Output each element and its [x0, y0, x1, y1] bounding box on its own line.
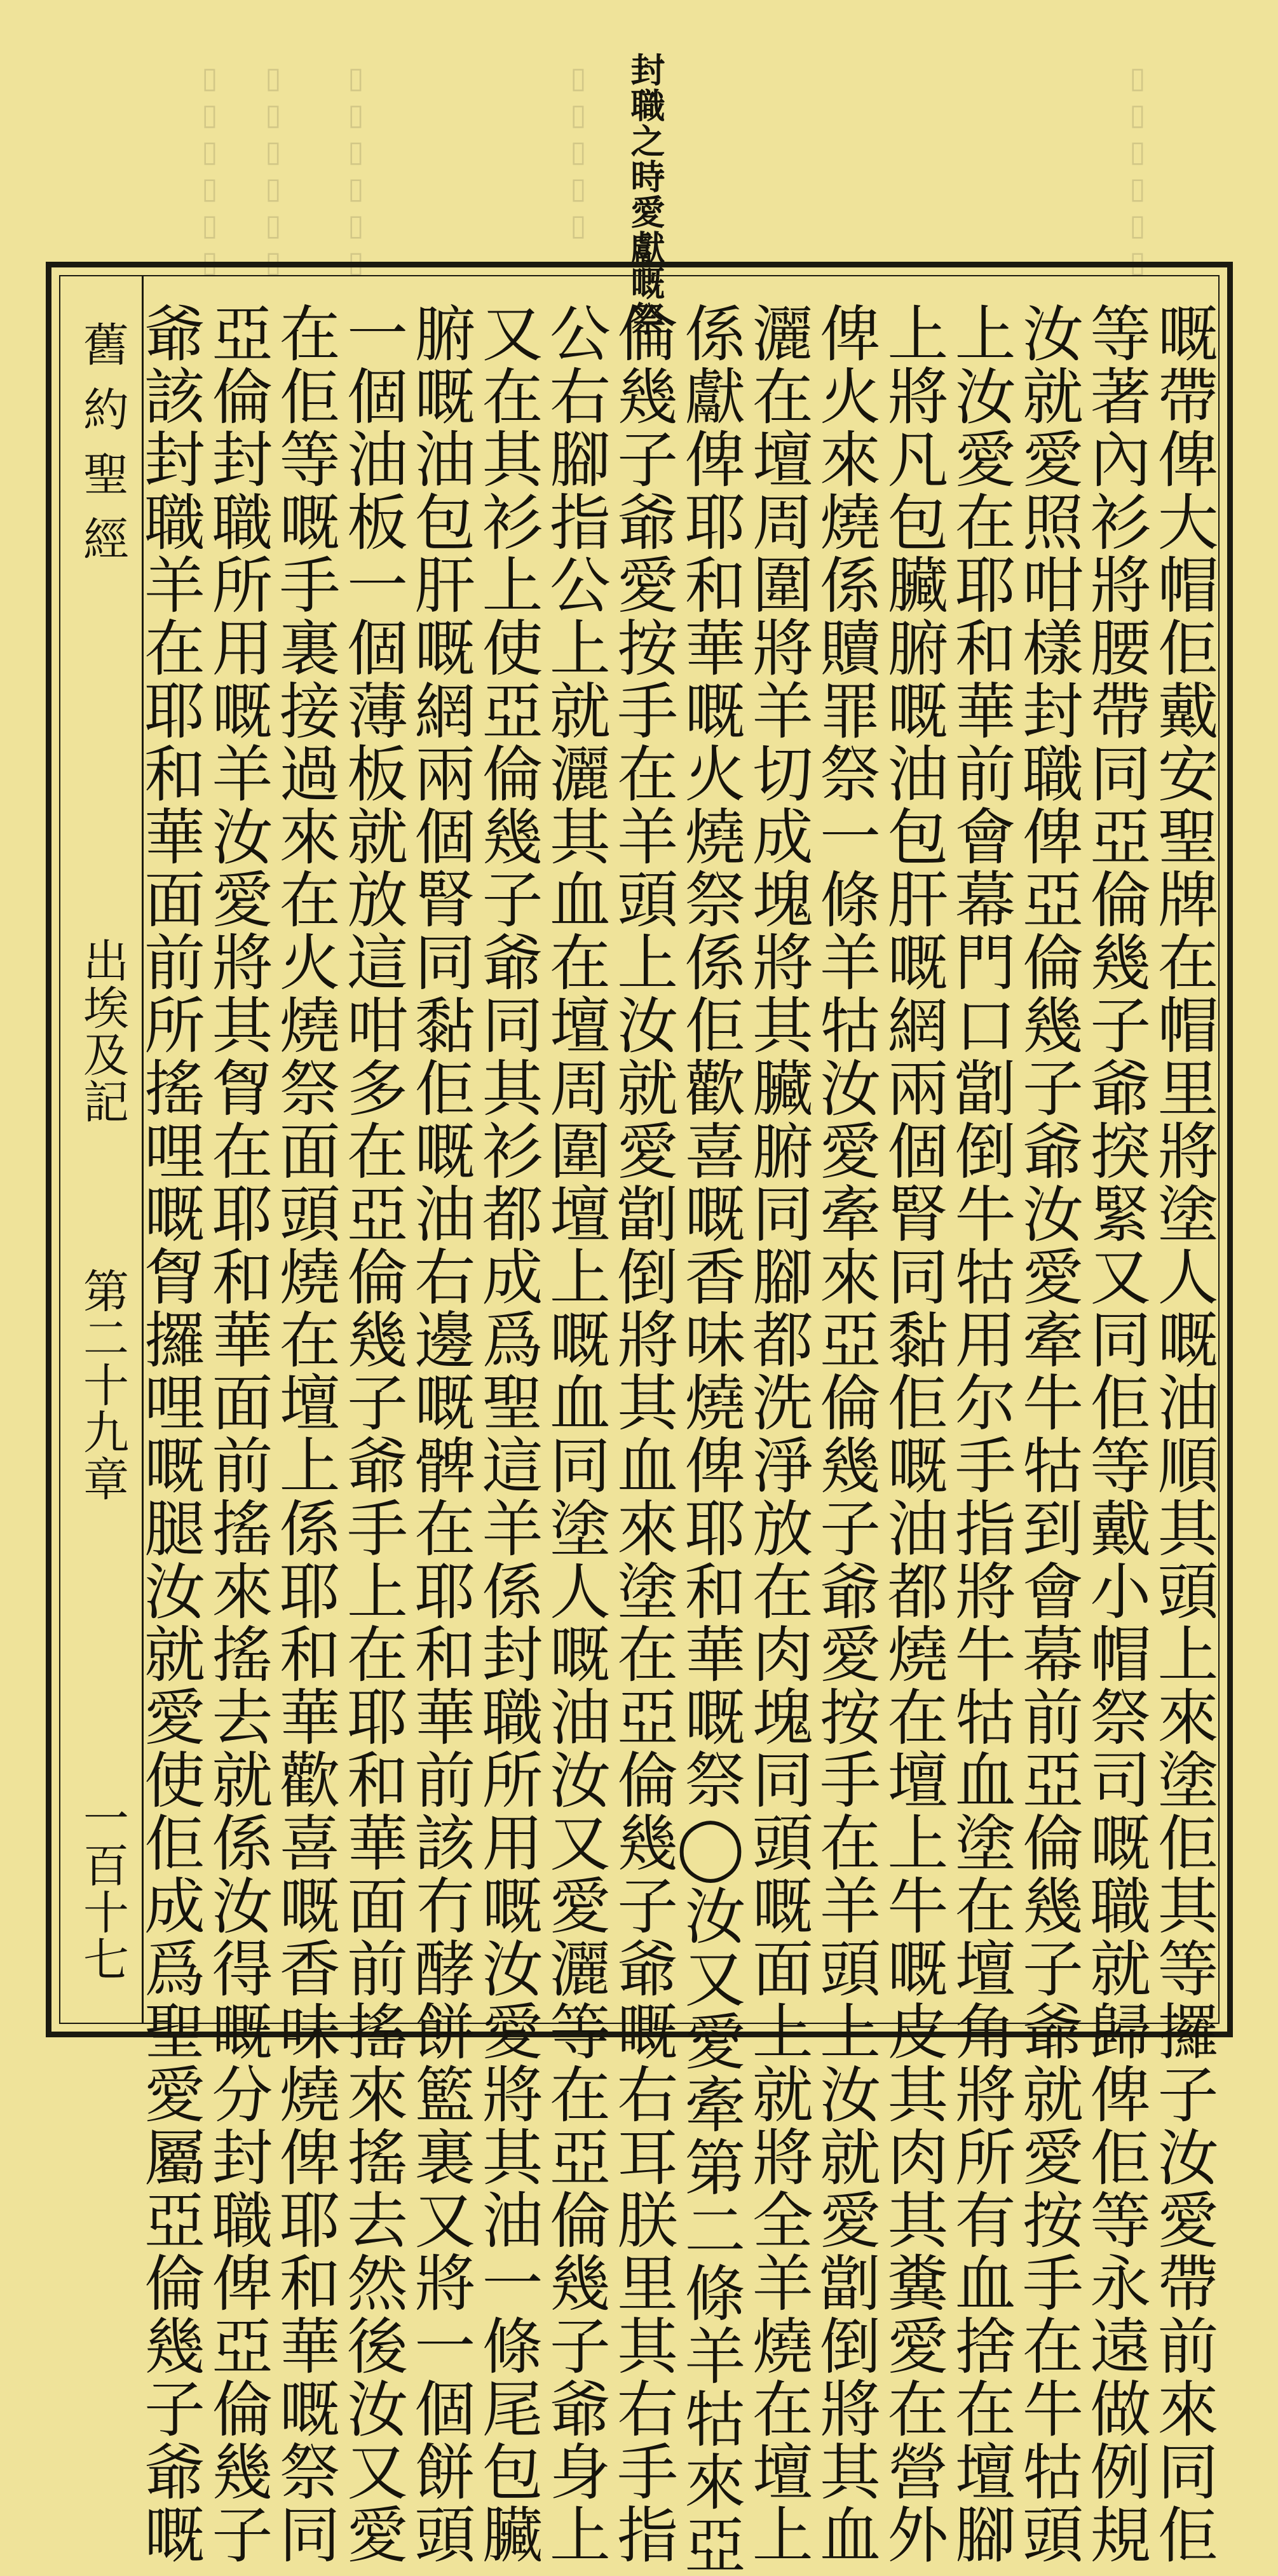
page-frame-inner — [59, 275, 1220, 2576]
bleed-through-mid-2: ▯▯▯▯▯ — [561, 60, 595, 245]
body-text — [134, 302, 1219, 2576]
text-line: 嘅帶俾大帽佢戴安聖牌在帽里將塗人嘅油順其頭上來塗佢其等攞子汝愛帶前來同佢 — [1148, 302, 1219, 2566]
page-number: 一百十七 — [76, 1795, 129, 1983]
text-line: 在佢等嘅手裏接過來在火燒祭面頭燒在壇上係耶和華歡喜嘅香味燒俾耶和華嘅祭同 — [269, 302, 341, 2566]
page-frame — [46, 262, 1233, 2576]
text-line: 俾火來燒係贖罪祭一條羊牯汝愛牽來亞倫幾子爺愛按手在羊頭上汝就愛劏倒將其血 — [810, 302, 881, 2566]
book-name: 出埃及記 — [76, 937, 129, 1125]
chapter-label: 第二十九章 — [76, 1267, 129, 1502]
bleed-through-mid: ▯▯▯▯▯▯ — [339, 60, 373, 281]
text-line: 等著內衫將腰帶同亞倫幾子爺揬緊又同佢等戴小帽祭司嘅職就歸俾佢等永遠做例規 — [1080, 302, 1152, 2566]
margin-column — [60, 276, 144, 2023]
text-line: 係獻俾耶和華嘅火燒祭係佢歡喜嘅香味燒俾耶和華嘅祭◯汝又愛牽第二條羊牯來亞 — [674, 302, 746, 2576]
text-line: 倫幾子爺愛按手在羊頭上汝就愛劏倒將其血來塗在亞倫幾子爺嘅右耳朕里其右手指 — [607, 302, 679, 2566]
text-line: 爺該封職羊在耶和華面前所搖哩嘅胷攞哩嘅腿汝就愛使佢成爲聖愛屬亞倫幾子爺嘅 — [134, 302, 206, 2566]
text-line: 上汝愛在耶和華前會幕門口劏倒牛牯用尔手指將牛牯血塗在壇角將所有血捨在壇腳 — [945, 302, 1017, 2566]
text-line: 腑嘅油包肝嘅網兩個腎同黏佢嘅油右邊嘅髀在耶和華前該冇酵餅籃裏又將一個餅頭 — [404, 302, 476, 2566]
bleed-through-left-2: ▯▯▯▯▯▯ — [256, 60, 290, 281]
header-note: 封職之時愛獻嘅祭 — [625, 52, 666, 337]
book-title: 舊約聖經 — [76, 321, 129, 580]
text-line: 上將凡包臟腑嘅油包肝嘅網兩個腎同黏佢嘅油都燒在壇上牛嘅皮其肉其糞愛在營外 — [877, 302, 949, 2566]
text-line: 汝就愛照咁樣封職俾亞倫幾子爺汝愛牽牛牯到會幕前亞倫幾子爺就愛按手在牛牯頭 — [1012, 302, 1084, 2566]
text-line: 又在其衫上使亞倫幾子爺同其衫都成爲聖這羊係封職所用嘅汝愛將其油一條尾包臟 — [472, 302, 544, 2566]
text-line: 公右腳指公上就灑其血在壇周圍壇上嘅血同塗人嘅油汝又愛灑等在亞倫幾子爺身上 — [540, 302, 611, 2566]
bleed-through-left: ▯▯▯▯▯▯ — [193, 60, 227, 281]
text-line: 一個油板一個薄板就放這咁多在亞倫幾子爺手上在耶和華面前搖來搖去然後汝又愛 — [337, 302, 409, 2566]
text-line: 灑在壇周圍將羊切成塊將其臟腑同腳都洗淨放在肉塊同頭嘅面上就將全羊燒在壇上 — [742, 302, 814, 2566]
text-line: 亞倫封職所用嘅羊汝愛將其胷在耶和華面前搖來搖去就係汝得嘅分封職俾亞倫幾子 — [201, 302, 273, 2566]
bleed-through-right: ▯▯▯▯▯▯ — [1120, 60, 1155, 281]
